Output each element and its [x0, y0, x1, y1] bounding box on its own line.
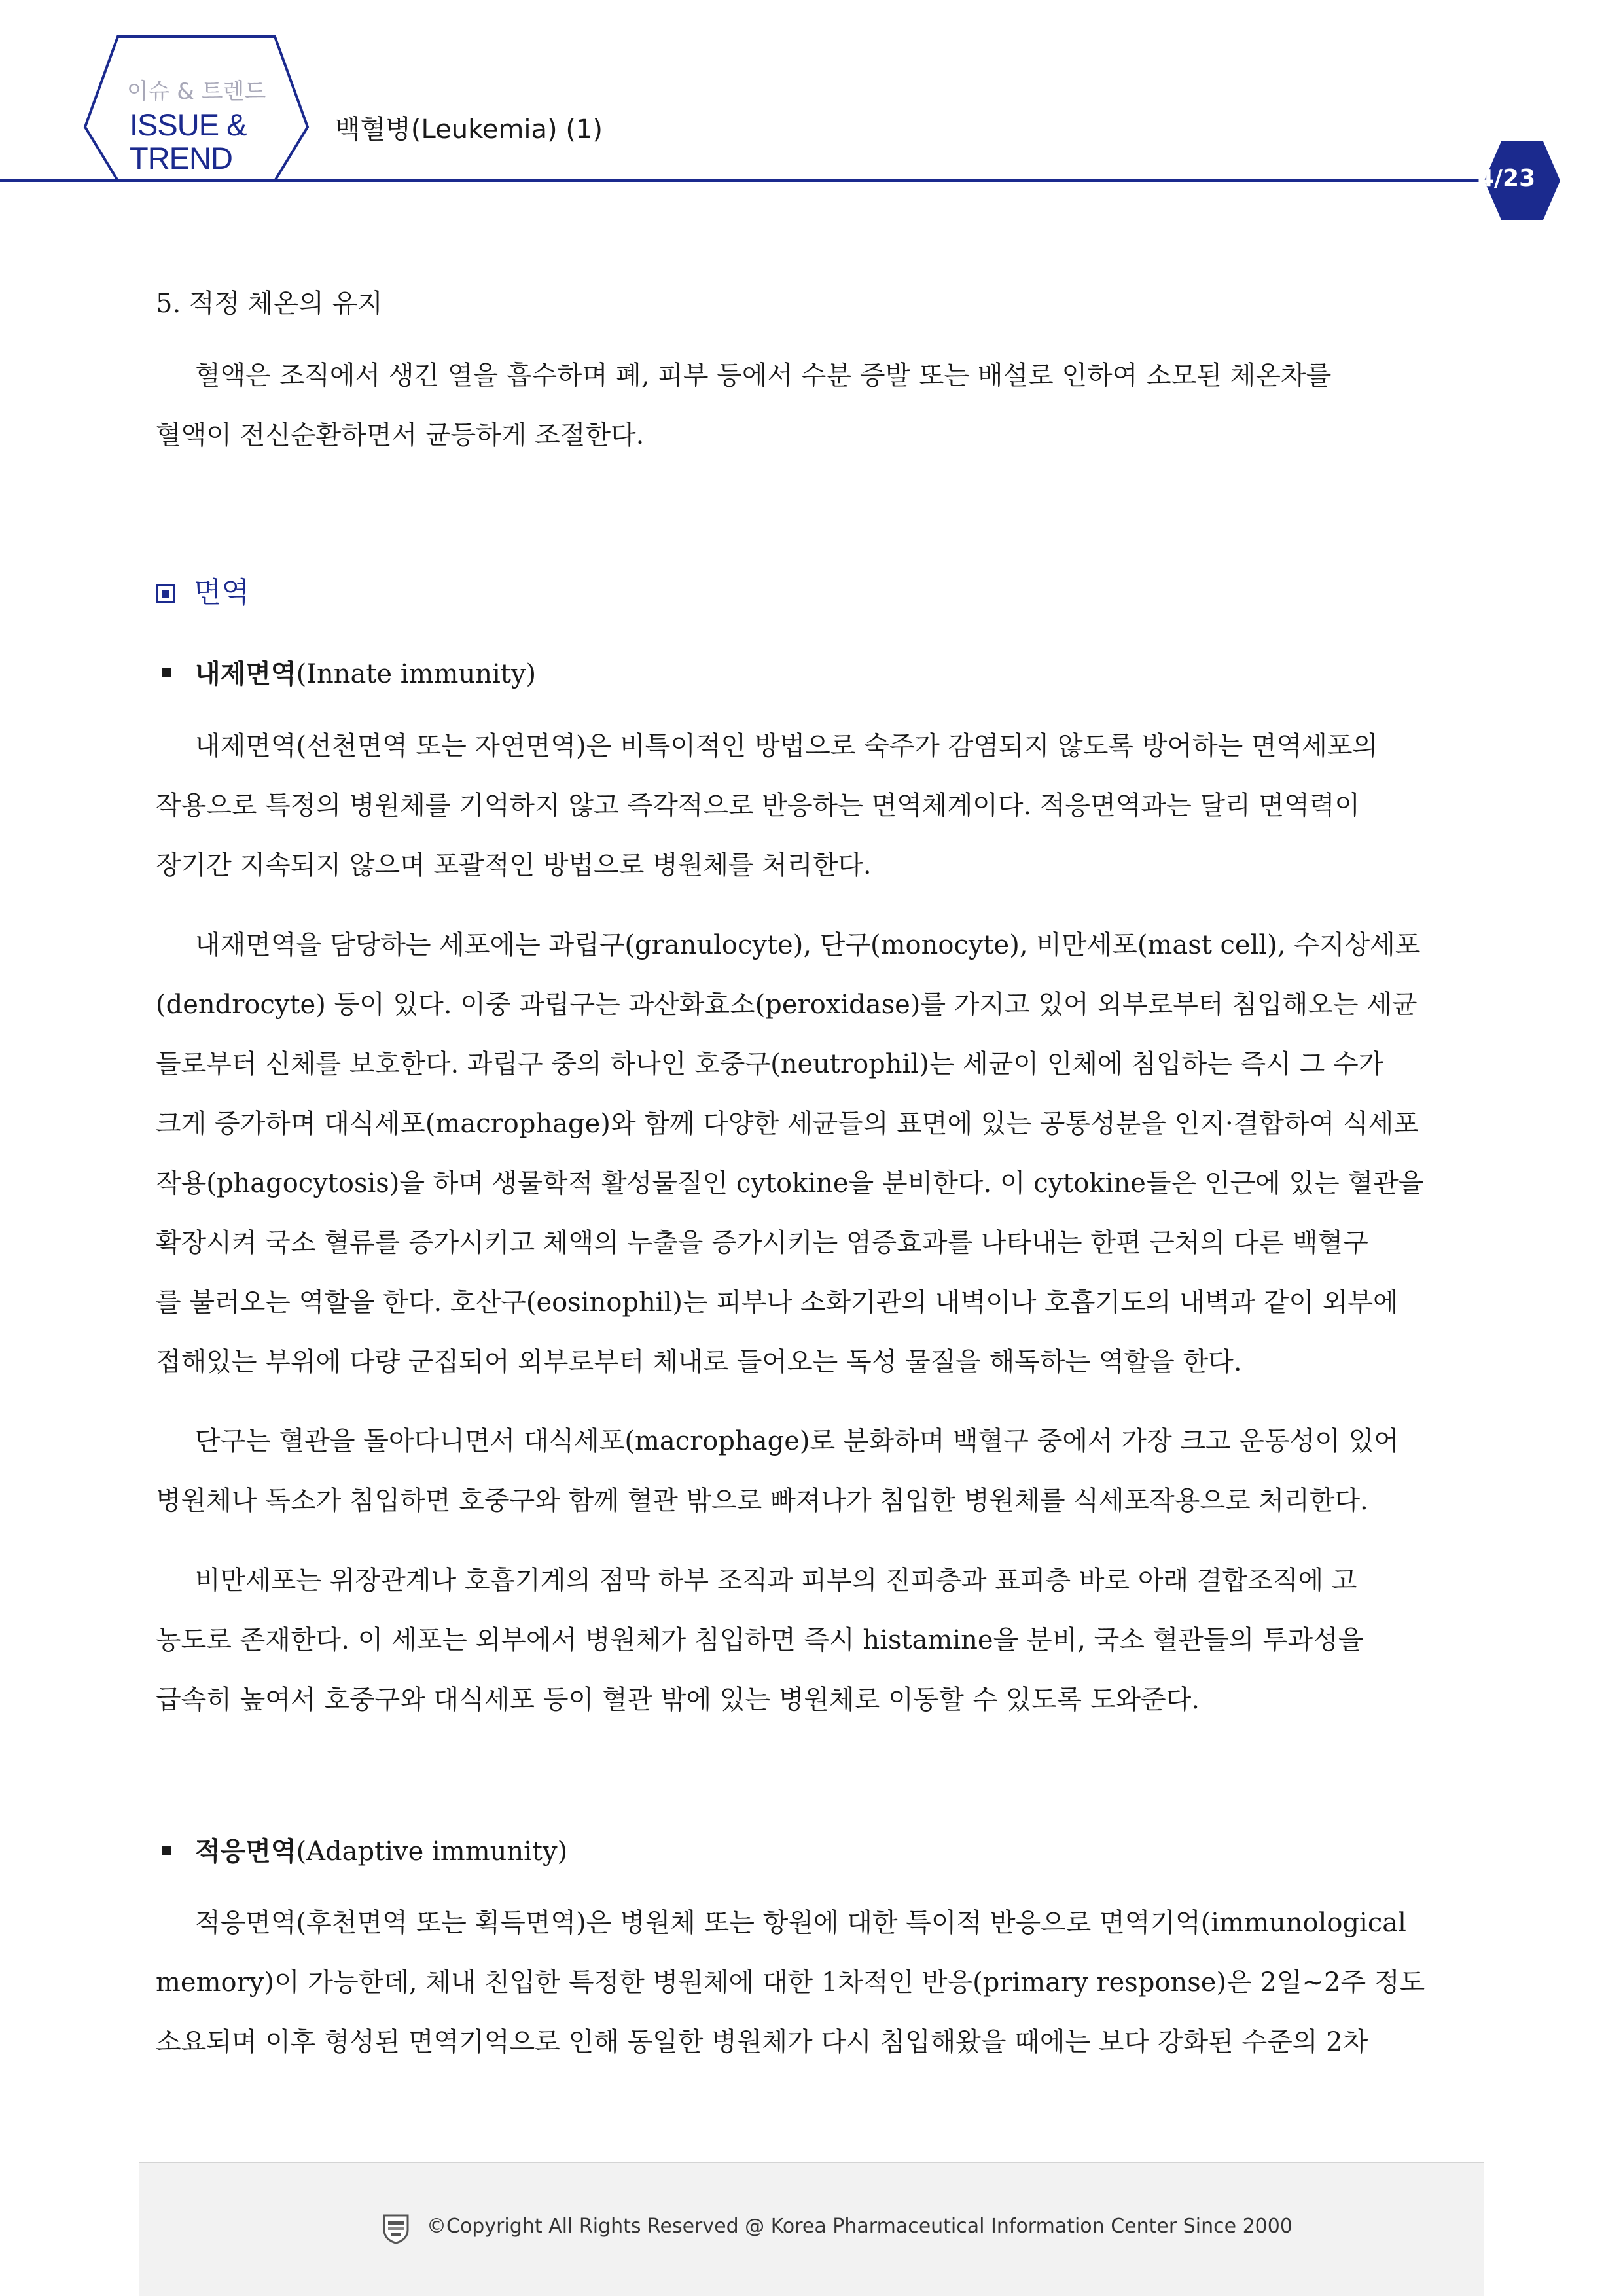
text-line: 접해있는 부위에 다량 군집되어 외부로부터 체내로 들어오는 독성 물질을 해독하는 역할을 한다. [156, 1347, 1242, 1377]
text-line: 를 불러오는 역할을 한다. 호산구(eosinophil)는 피부나 소화기관의 내벽이나 호흡기도의 내벽과 같이 외부에 [156, 1287, 1399, 1318]
kpic-shield-logo-icon [382, 2213, 410, 2244]
footer-copyright: ©Copyright All Rights Reserved @ Korea Pharmaceutical Information Center Since 2000 [427, 2215, 1293, 2238]
text-line: memory)이 가능한데, 체내 친입한 특정한 병원체에 대한 1차적인 반응(primary response)은 2일∼2주 정도 [156, 1967, 1425, 1998]
innate-title-rest: (Innate immunity) [296, 659, 537, 689]
innate-paragraph-1 [156, 717, 1467, 895]
section5-paragraph [156, 346, 1467, 465]
text-line: 급속히 높여서 호중구와 대식세포 등이 혈관 밖에 있는 병원체로 이동할 수 있도록 도와준다. [156, 1685, 1200, 1715]
text-line: 혈액이 전신순환하면서 균등하게 조절한다. [156, 420, 645, 450]
page-number: 4/23 [1477, 165, 1536, 192]
badge-issue-label: ISSUE & [130, 107, 247, 142]
immunity-heading: 면역 [194, 576, 250, 609]
bullet-icon [162, 1846, 171, 1855]
text-line: 적응면역(후천면역 또는 획득면역)은 병원체 또는 항원에 대한 특이적 반응으로 면역기억(immunological [195, 1908, 1406, 1938]
adaptive-subheading [162, 1831, 567, 1868]
text-line: 농도로 존재한다. 이 세포는 외부에서 병원체가 침입하면 즉시 histamine을 분비, 국소 혈관들의 투과성을 [156, 1625, 1364, 1655]
text-line: 소요되며 이후 형성된 면역기억으로 인해 동일한 병원체가 다시 침입해왔을 때에는 보다 강화된 수준의 2차 [156, 2027, 1368, 2057]
innate-paragraph-4 [156, 1551, 1467, 1730]
bullet-icon [162, 668, 171, 677]
innate-paragraph-2 [156, 916, 1467, 1392]
innate-title-bold: 내제면역 [195, 658, 296, 689]
text-line: 크게 증가하며 대식세포(macrophage)와 함께 다양한 세균들의 표면에 있는 공통성분을 인지·결합하여 식세포 [156, 1109, 1419, 1139]
document-title: 백혈병(Leukemia) (1) [335, 115, 603, 145]
adaptive-paragraph-1 [156, 1893, 1467, 2072]
square-bullet-icon [156, 584, 175, 603]
text-line: 병원체나 독소가 침입하면 호중구와 함께 혈관 밖으로 빠져나가 침입한 병원체를 식세포작용으로 처리한다. [156, 1486, 1368, 1516]
text-line: 들로부터 신체를 보호한다. 과립구 중의 하나인 호중구(neutrophil)는 세균이 인체에 침입하는 즉시 그 수가 [156, 1049, 1384, 1079]
immunity-section-title [156, 569, 249, 611]
innate-paragraph-3 [156, 1412, 1467, 1531]
adaptive-title-bold: 적응면역 [195, 1836, 296, 1867]
text-line: 비만세포는 위장관계나 호흡기계의 점막 하부 조직과 피부의 진피층과 표피층 바로 아래 결합조직에 고 [195, 1566, 1357, 1596]
text-line: 내재면역을 담당하는 세포에는 과립구(granulocyte), 단구(monocyte), 비만세포(mast cell), 수지상세포 [195, 930, 1421, 960]
badge-small-label: 이슈 & 트렌드 [126, 79, 266, 105]
section5-heading: 5. 적정 체온의 유지 [156, 289, 383, 319]
text-line: 작용으로 특정의 병원체를 기억하지 않고 즉각적으로 반응하는 면역체계이다. 적응면역과는 달리 면역력이 [156, 791, 1361, 821]
text-line: (dendrocyte) 등이 있다. 이중 과립구는 과산화효소(peroxidase)를 가지고 있어 외부로부터 침입해오는 세균 [156, 990, 1418, 1020]
text-line: 장기간 지속되지 않으며 포괄적인 방법으로 병원체를 처리한다. [156, 850, 872, 880]
text-line: 확장시켜 국소 혈류를 증가시키고 체액의 누출을 증가시키는 염증효과를 나타내는 한편 근처의 다른 백혈구 [156, 1228, 1368, 1258]
text-line: 작용(phagocytosis)을 하며 생물학적 활성물질인 cytokine을 분비한다. 이 cytokine들은 인근에 있는 혈관을 [156, 1168, 1424, 1198]
text-line: 내제면역(선천면역 또는 자연면역)은 비특이적인 방법으로 숙주가 감염되지 않도록 방어하는 면역세포의 [195, 731, 1378, 761]
adaptive-title-rest: (Adaptive immunity) [296, 1837, 568, 1867]
text-line: 단구는 혈관을 돌아다니면서 대식세포(macrophage)로 분화하며 백혈구 중에서 가장 크고 운동성이 있어 [195, 1426, 1399, 1456]
innate-subheading [162, 653, 536, 691]
badge-trend-label: TREND [130, 141, 232, 175]
text-line: 혈액은 조직에서 생긴 열을 흡수하며 폐, 피부 등에서 수분 증발 또는 배설로 인하여 소모된 체온차를 [195, 361, 1332, 391]
